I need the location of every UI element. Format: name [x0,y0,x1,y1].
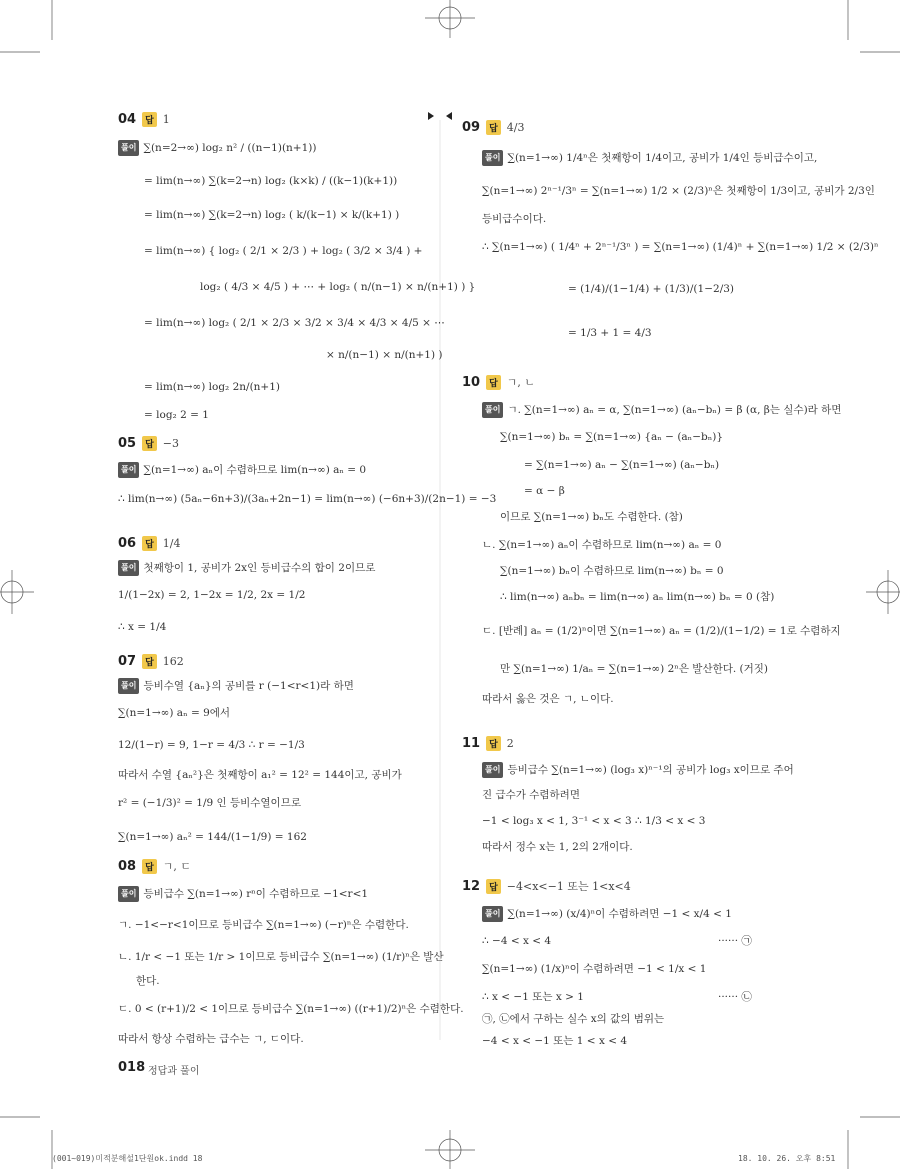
file-slug: (001~019)미적분해설1단원ok.indd 18 [52,1154,203,1163]
answer-value: 1 [162,113,170,126]
answer-badge: 답 [142,859,157,874]
solution-line [144,244,422,258]
solution-line [482,762,794,778]
solution-badge: 풀이 [482,150,503,166]
formula-text: ∴ x = 1/4 [118,621,167,633]
formula-text: ㄷ. 0 < (r+1)/2 < 1이므로 등비급수 ∑(n=1→∞) ((r+1)/2)ⁿ은 수렴한다. [118,1003,464,1015]
solution-line [482,1034,627,1048]
solution-badge: 풀이 [118,140,139,156]
solution-line [118,918,409,932]
formula-text: ∑(n=1→∞) 1/4ⁿ은 첫째항이 1/4이고, 공비가 1/4인 등비급수이고, [507,152,818,164]
problem-header [118,436,179,451]
solution-line [118,588,305,602]
solution-badge: 풀이 [482,906,503,922]
solution-line [482,150,817,166]
solution-line [718,990,752,1004]
problem-08 [118,858,464,1045]
problem-number: 10 [462,374,481,390]
solution-line [482,788,580,802]
problem-number: 08 [118,858,137,874]
solution-line [482,814,705,828]
formula-text: 따라서 정수 x는 1, 2의 2개이다. [482,841,633,853]
answer-badge: 답 [142,654,157,669]
formula-text: ∑(n=1→∞) bₙ이 수렴하므로 lim(n→∞) bₙ = 0 [500,565,724,577]
solution-line [144,316,445,330]
answer-value: 162 [162,655,184,668]
formula-text: 만 ∑(n=1→∞) 1/aₙ = ∑(n=1→∞) 2ⁿ은 발산한다. (거짓) [500,663,769,675]
formula-text: = lim(n→∞) ∑(k=2→n) log₂ ( k/(k−1) × k/(k+1) ) [144,209,400,221]
problem-11 [462,736,794,853]
solution-line [482,962,706,976]
solution-line [326,348,443,362]
solution-line [500,590,774,604]
problem-07 [118,654,402,843]
formula-text: 따라서 항상 수렴하는 급수는 ㄱ, ㄷ이다. [118,1033,304,1045]
solution-line [118,830,307,844]
solution-line [118,1002,464,1016]
formula-text: 등비급수 ∑(n=1→∞) (log₃ x)ⁿ⁻¹의 공비가 log₃ x이므로 주어 [507,764,794,776]
formula-text: ∑(n=2→∞) log₂ n² / ((n−1)(n+1)) [143,142,317,154]
solution-line [718,934,752,948]
solution-line [482,990,584,1004]
solution-line [500,662,768,676]
answer-value: −3 [162,437,180,450]
problem-header [462,120,525,135]
formula-text: 첫째항이 1, 공비가 2x인 등비급수의 합이 2이므로 [143,562,376,574]
solution-line [144,408,209,422]
solution-line [118,886,368,902]
formula-text: = (1/4)/(1−1/4) + (1/3)/(1−2/3) [568,283,735,295]
formula-text: 한다. [136,975,160,987]
formula-text: = lim(n→∞) log₂ 2n/(n+1) [144,381,281,393]
formula-text: 12/(1−r) = 9, 1−r = 4/3 ∴ r = −1/3 [118,739,305,751]
problem-header [462,736,514,751]
solution-line [118,620,166,634]
formula-text: = ∑(n=1→∞) aₙ − ∑(n=1→∞) (aₙ−bₙ) [524,459,720,471]
formula-text: ∑(n=1→∞) bₙ = ∑(n=1→∞) {aₙ − (aₙ−bₙ)} [500,431,724,443]
problem-header [118,654,184,669]
answer-value: 1/4 [162,537,181,550]
formula-text: log₂ ( 4/3 × 4/5 ) + ⋯ + log₂ ( n/(n−1) × n/(n+1) ) } [200,281,476,293]
solution-line [118,768,402,782]
formula-text: ∑(n=1→∞) aₙ = 9에서 [118,707,231,719]
formula-text: ㄴ. 1/r < −1 또는 1/r > 1이므로 등비급수 ∑(n=1→∞) (1/r)ⁿ은 발산 [118,951,444,963]
solution-badge: 풀이 [118,678,139,694]
problem-number: 05 [118,436,137,451]
solution-line [500,510,683,524]
solution-line [568,282,734,296]
formula-text: 등비급수이다. [482,213,547,225]
formula-text: ㉠, ㉡에서 구하는 실수 x의 값의 범위는 [482,1013,665,1025]
problem-05 [118,436,497,505]
formula-text: r² = (−1/3)² = 1/9 인 등비수열이므로 [118,797,301,809]
solution-line [118,950,444,964]
formula-text: = lim(n→∞) { log₂ ( 2/1 × 2/3 ) + log₂ ( 3/2 × 3/4 ) + [144,245,423,257]
answer-value: 4/3 [506,121,525,134]
formula-text: ∑(n=1→∞) aₙ이 수렴하므로 lim(n→∞) aₙ = 0 [143,464,367,476]
formula-text: ∴ −4 < x < 4 [482,935,552,947]
page-number: 018 [118,1060,146,1075]
solution-line [118,706,230,720]
formula-text: = lim(n→∞) log₂ ( 2/1 × 2/3 × 3/2 × 3/4 × 4/3 × 4/5 × ⋯ [144,317,445,329]
solution-line [200,280,475,294]
answer-badge: 답 [142,436,157,451]
date-slug: 18. 10. 26. 오후 8:51 [738,1154,836,1163]
formula-text: 이므로 ∑(n=1→∞) bₙ도 수렴한다. (참) [500,511,683,523]
solution-line [482,1012,664,1026]
problem-09 [462,120,879,339]
formula-text: −4 < x < −1 또는 1 < x < 4 [482,1035,628,1047]
solution-line [118,560,375,576]
solution-line [568,326,652,340]
solution-line [118,1032,304,1046]
solution-line [482,538,721,552]
solution-badge: 풀이 [118,560,139,576]
answer-value: ㄱ, ㄷ [162,860,192,873]
formula-text: = 1/3 + 1 = 4/3 [568,327,652,339]
formula-text: ······ ㉡ [718,991,752,1003]
solution-line [118,796,301,810]
solution-line [118,492,496,506]
formula-text: ∴ lim(n→∞) (5aₙ−6n+3)/(3aₙ+2n−1) = lim(n→∞) (−6n+3)/(2n−1) = −3 [118,493,497,505]
solution-line [144,208,399,222]
problem-number: 11 [462,736,481,751]
formula-text: ······ ㉠ [718,935,752,947]
solution-line [482,184,875,198]
formula-text: −1 < log₃ x < 1, 3⁻¹ < x < 3 ∴ 1/3 < x < 3 [482,815,706,827]
solution-line [524,458,719,472]
problem-header [462,878,631,894]
solution-line [144,174,397,188]
solution-line [118,462,366,478]
formula-text: ㄴ. ∑(n=1→∞) aₙ이 수렴하므로 lim(n→∞) aₙ = 0 [482,539,722,551]
problem-12 [462,878,752,1047]
formula-text: ∴ lim(n→∞) aₙbₙ = lim(n→∞) aₙ lim(n→∞) bₙ = 0 (참) [500,591,775,603]
solution-line [118,738,305,752]
formula-text: 따라서 수열 {aₙ²}은 첫째항이 a₁² = 12² = 144이고, 공비가 [118,769,402,781]
formula-text: = α − β [524,485,565,497]
solution-line [482,240,879,254]
formula-text: 진 급수가 수렴하려면 [482,789,580,801]
answer-value: ㄱ, ㄴ [506,376,536,389]
solution-line [482,402,841,418]
problem-number: 04 [118,112,137,127]
problem-number: 07 [118,654,137,669]
solution-line [524,484,565,498]
solution-badge: 풀이 [482,762,503,778]
answer-badge: 답 [486,375,501,390]
formula-text: ㄷ. [반례] aₙ = (1/2)ⁿ이면 ∑(n=1→∞) aₙ = (1/2)/(1−1/2) = 1로 수렴하지 [482,625,841,637]
solution-line [500,564,724,578]
solution-line [482,624,841,638]
formula-text: 등비수열 {aₙ}의 공비를 r (−1<r<1)라 하면 [143,680,354,692]
formula-text: ㄱ. ∑(n=1→∞) aₙ = α, ∑(n=1→∞) (aₙ−bₙ) = β (α, β는 실수)라 하면 [507,404,842,416]
problem-10 [462,374,842,705]
problem-header [118,536,181,551]
formula-text: × n/(n−1) × n/(n+1) ) [326,349,443,361]
solution-line [136,974,160,988]
formula-text: ∴ ∑(n=1→∞) ( 1/4ⁿ + 2ⁿ⁻¹/3ⁿ ) = ∑(n=1→∞) (1/4)ⁿ + ∑(n=1→∞) 1/2 × (2/3)ⁿ [482,241,879,253]
ornament-icon [428,112,452,120]
solution-badge: 풀이 [482,402,503,418]
answer-badge: 답 [142,536,157,551]
answer-value: −4<x<−1 또는 1<x<4 [506,880,631,893]
formula-text: = lim(n→∞) ∑(k=2→n) log₂ (k×k) / ((k−1)(k+1)) [144,175,398,187]
solution-line [482,934,551,948]
solution-line [500,430,723,444]
solution-line [482,840,633,854]
answer-value: 2 [506,737,514,750]
formula-text: = log₂ 2 = 1 [144,409,209,421]
formula-text: ∑(n=1→∞) 2ⁿ⁻¹/3ⁿ = ∑(n=1→∞) 1/2 × (2/3)ⁿ은 첫째항이 1/3이고, 공비가 2/3인 [482,185,875,197]
solution-line [144,380,280,394]
answer-badge: 답 [486,879,501,894]
formula-text: ∑(n=1→∞) aₙ² = 144/(1−1/9) = 162 [118,831,307,843]
section-label: 정답과 풀이 [148,1066,200,1077]
formula-text: ∑(n=1→∞) (1/x)ⁿ이 수렴하려면 −1 < 1/x < 1 [482,963,707,975]
problem-06 [118,536,376,633]
formula-text: ∑(n=1→∞) (x/4)ⁿ이 수렴하려면 −1 < x/4 < 1 [507,908,732,920]
solution-badge: 풀이 [118,886,139,902]
answer-badge: 답 [142,112,157,127]
problem-header [118,112,170,127]
solution-line [118,678,354,694]
problem-number: 09 [462,120,481,135]
formula-text: 1/(1−2x) = 2, 1−2x = 1/2, 2x = 1/2 [118,589,306,601]
answer-badge: 답 [486,736,501,751]
formula-text: ㄱ. −1<−r<1이므로 등비급수 ∑(n=1→∞) (−r)ⁿ은 수렴한다. [118,919,409,931]
solution-line [482,212,546,226]
formula-text: 등비급수 ∑(n=1→∞) rⁿ이 수렴하므로 −1<r<1 [143,888,369,900]
problem-number: 12 [462,878,481,894]
problem-header [118,858,191,874]
answer-badge: 답 [486,120,501,135]
solution-line [118,140,316,156]
problem-number: 06 [118,536,137,551]
problem-header [462,374,535,390]
formula-text: 따라서 옳은 것은 ㄱ, ㄴ이다. [482,693,614,705]
solution-line [482,906,732,922]
solution-line [482,692,614,706]
formula-text: ∴ x < −1 또는 x > 1 [482,991,584,1003]
solution-badge: 풀이 [118,462,139,478]
